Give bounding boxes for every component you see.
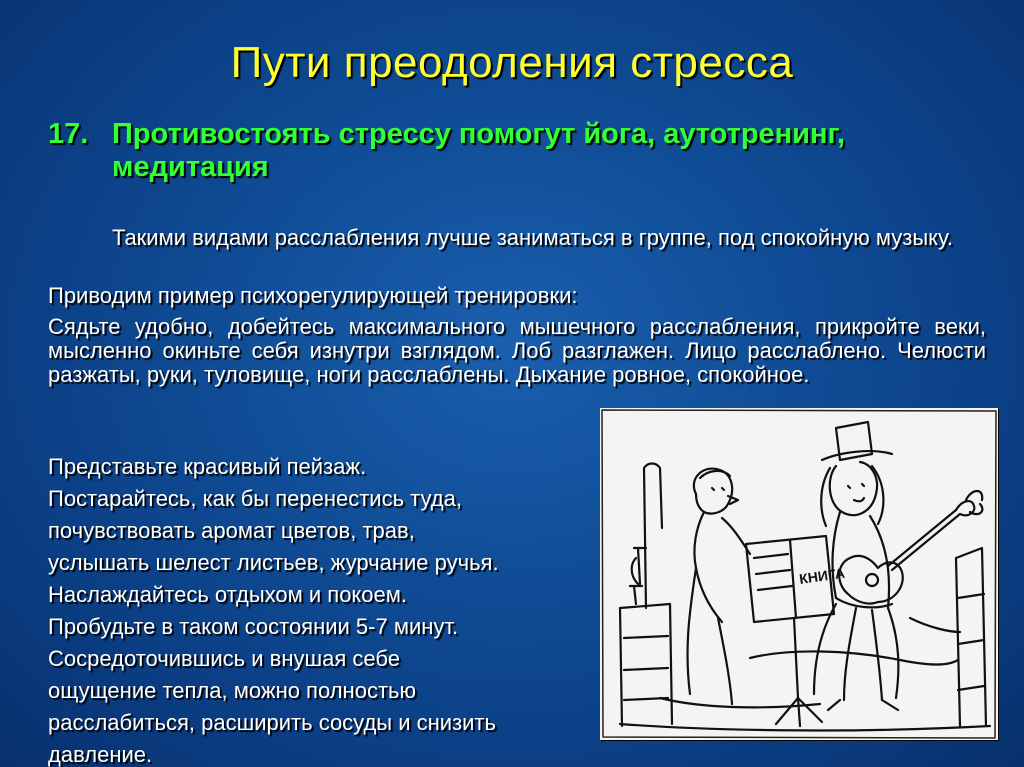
step-line: почувствовать аромат цветов, трав, <box>48 518 415 543</box>
step-line: Наслаждайтесь отдыхом и покоем. <box>48 582 408 607</box>
visualization-steps <box>48 451 608 767</box>
point-number: 17. <box>48 118 89 150</box>
paragraph-group-relaxation: Такими видами расслабления лучше заниматься в группе, под спокойную музыку. <box>112 225 953 250</box>
relaxation-illustration <box>600 408 998 740</box>
book-label: КНИГА <box>798 564 846 587</box>
step-line: Сосредоточившись и внушая себе <box>48 646 400 671</box>
step-line: Представьте красивый пейзаж. <box>48 454 367 479</box>
point-text: Противостоять стрессу помогут йога, аутотренинг, медитация <box>112 118 846 183</box>
step-line: ощущение тепла, можно полностью <box>48 678 416 703</box>
step-line: услышать шелест листьев, журчание ручья. <box>48 550 499 575</box>
slide-title: Пути преодоления стресса <box>230 38 794 87</box>
paragraph-instructions: Сядьте удобно, добейтесь максимального мышечного расслабления, прикройте веки, мысленно окиньте себя изнутри взглядом. Лоб разглажен. Лицо расслаблено. Челюсти разжаты, руки, туловище, ноги расслаблены. Дыхание ровное, спокойное. <box>48 314 986 387</box>
paragraph-example-intro: Приводим пример психорегулирующей тренировки: <box>48 283 578 308</box>
step-line: давление. <box>48 742 153 767</box>
step-line: расслабиться, расширить сосуды и снизить <box>48 710 496 735</box>
illustration-drawing <box>600 408 998 740</box>
step-line: Пробудьте в таком состоянии 5-7 минут. <box>48 614 459 639</box>
point-17 <box>48 118 998 184</box>
step-line: Постарайтесь, как бы перенестись туда, <box>48 486 462 511</box>
